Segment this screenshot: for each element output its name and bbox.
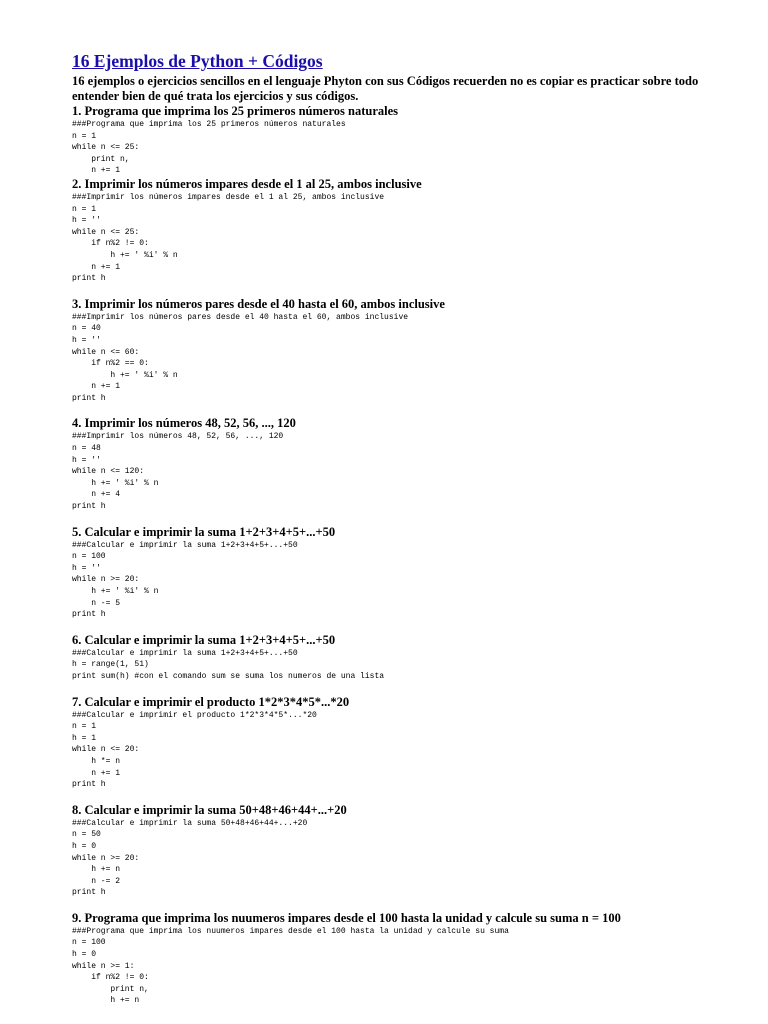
code-line: n += 1 (72, 382, 121, 392)
example-section (72, 803, 702, 899)
code-line: print n, (72, 984, 149, 994)
code-line: while n >= 1: (72, 961, 135, 971)
code-block (72, 818, 702, 899)
code-line: h = '' (72, 455, 101, 465)
code-line: h = 0 (72, 841, 97, 851)
code-line: ###Calcular e imprimir la suma 1+2+3+4+5+...+50 (72, 540, 298, 550)
code-block (72, 192, 702, 285)
code-line: while n >= 20: (72, 853, 140, 863)
code-line: ###Imprimir los números 48, 52, 56, ..., 120 (72, 432, 284, 442)
code-line: h += ' %i' % n (72, 250, 178, 260)
code-line: ###Calcular e imprimir la suma 50+48+46+44+...+20 (72, 818, 308, 828)
code-line: h += n (72, 865, 121, 875)
code-line: n += 1 (72, 262, 121, 272)
code-line: print h (72, 610, 106, 620)
code-line: h = 1 (72, 733, 97, 743)
code-line: ###Imprimir los números impares desde el 1 al 25, ambos inclusive (72, 192, 385, 202)
code-line: h += n (72, 996, 140, 1006)
code-block (72, 312, 702, 405)
example-heading: 2. Imprimir los números impares desde el 1 al 25, ambos inclusive (72, 176, 422, 191)
example-heading: 5. Calcular e imprimir la suma 1+2+3+4+5+...+50 (72, 524, 336, 539)
code-line: if n%2 == 0: (72, 359, 149, 369)
code-line: n += 1 (72, 166, 121, 176)
example-heading: 3. Imprimir los números pares desde el 40 hasta el 60, ambos inclusive (72, 296, 445, 311)
code-line: h += ' %i' % n (72, 370, 178, 380)
examples-list (72, 104, 702, 1007)
code-line: n = 100 (72, 552, 106, 562)
code-block (72, 648, 702, 683)
code-line: h = '' (72, 335, 101, 345)
code-line: n = 1 (72, 131, 97, 141)
code-line: while n <= 25: (72, 227, 140, 237)
code-line: if n%2 != 0: (72, 239, 149, 249)
code-block (72, 540, 702, 621)
code-line: n = 48 (72, 444, 101, 454)
code-block (72, 926, 702, 1007)
document-page (72, 50, 702, 1007)
code-line: while n >= 20: (72, 575, 140, 585)
code-line: n -= 2 (72, 876, 121, 886)
example-heading: 4. Imprimir los números 48, 52, 56, ..., 120 (72, 416, 296, 431)
code-line: print h (72, 780, 106, 790)
code-line: while n <= 25: (72, 143, 140, 153)
code-block (72, 710, 702, 791)
code-block (72, 431, 702, 512)
code-line: if n%2 != 0: (72, 973, 149, 983)
code-line: print n, (72, 154, 130, 164)
example-heading: 1. Programa que imprima los 25 primeros números naturales (72, 104, 399, 118)
code-line: print h (72, 393, 106, 403)
code-line: n = 40 (72, 324, 101, 334)
example-section (72, 525, 702, 621)
code-line: h = '' (72, 563, 101, 573)
code-line: n = 50 (72, 830, 101, 840)
example-section (72, 633, 702, 683)
code-line: print h (72, 274, 106, 284)
code-block (72, 119, 702, 177)
example-heading: 9. Programa que imprima los nuumeros impares desde el 100 hasta la unidad y calcule su suma n = 100 (72, 910, 621, 925)
document-title-link[interactable]: 16 Ejemplos de Python + Códigos (72, 51, 323, 71)
example-section (72, 177, 702, 285)
code-line: n -= 5 (72, 598, 121, 608)
example-section (72, 297, 702, 405)
intro-paragraph: 16 ejemplos o ejercicios sencillos en el lenguaje Phyton con sus Códigos recuerden no es copiar es practicar sobre todo entender bien de qué trata los ejercicios y sus códigos. (72, 74, 699, 103)
example-section (72, 911, 702, 1007)
code-line: print h (72, 502, 106, 512)
example-section (72, 695, 702, 791)
code-line: n += 4 (72, 490, 121, 500)
example-heading: 6. Calcular e imprimir la suma 1+2+3+4+5+...+50 (72, 632, 336, 647)
code-line: h = 0 (72, 950, 97, 960)
code-line: print h (72, 888, 106, 898)
code-line: n = 1 (72, 722, 97, 732)
example-heading: 7. Calcular e imprimir el producto 1*2*3*4*5*...*20 (72, 694, 350, 709)
code-line: h += ' %i' % n (72, 478, 159, 488)
code-line: while n <= 60: (72, 347, 140, 357)
code-line: ###Imprimir los números pares desde el 40 hasta el 60, ambos inclusive (72, 312, 409, 322)
code-line: print sum(h) #con el comando sum se suma los numeros de una lista (72, 671, 385, 681)
code-line: while n <= 20: (72, 745, 140, 755)
example-heading: 8. Calcular e imprimir la suma 50+48+46+44+...+20 (72, 802, 347, 817)
code-line: ###Calcular e imprimir la suma 1+2+3+4+5+...+50 (72, 648, 298, 658)
code-line: n = 1 (72, 204, 97, 214)
code-line: n += 1 (72, 768, 121, 778)
code-line: ###Programa que imprima los nuumeros impares desde el 100 hasta la unidad y calcule su suma (72, 926, 509, 936)
code-line: ###Calcular e imprimir el producto 1*2*3*4*5*...*20 (72, 710, 317, 720)
code-line: while n <= 120: (72, 467, 145, 477)
example-section (72, 416, 702, 512)
code-line: h += ' %i' % n (72, 587, 159, 596)
example-section (72, 104, 702, 177)
code-line: n = 100 (72, 938, 106, 948)
code-line: h *= n (72, 756, 121, 766)
code-line: ###Programa que imprima los 25 primeros números naturales (72, 120, 346, 129)
code-line: h = '' (72, 216, 101, 226)
code-line: h = range(1, 51) (72, 660, 149, 670)
